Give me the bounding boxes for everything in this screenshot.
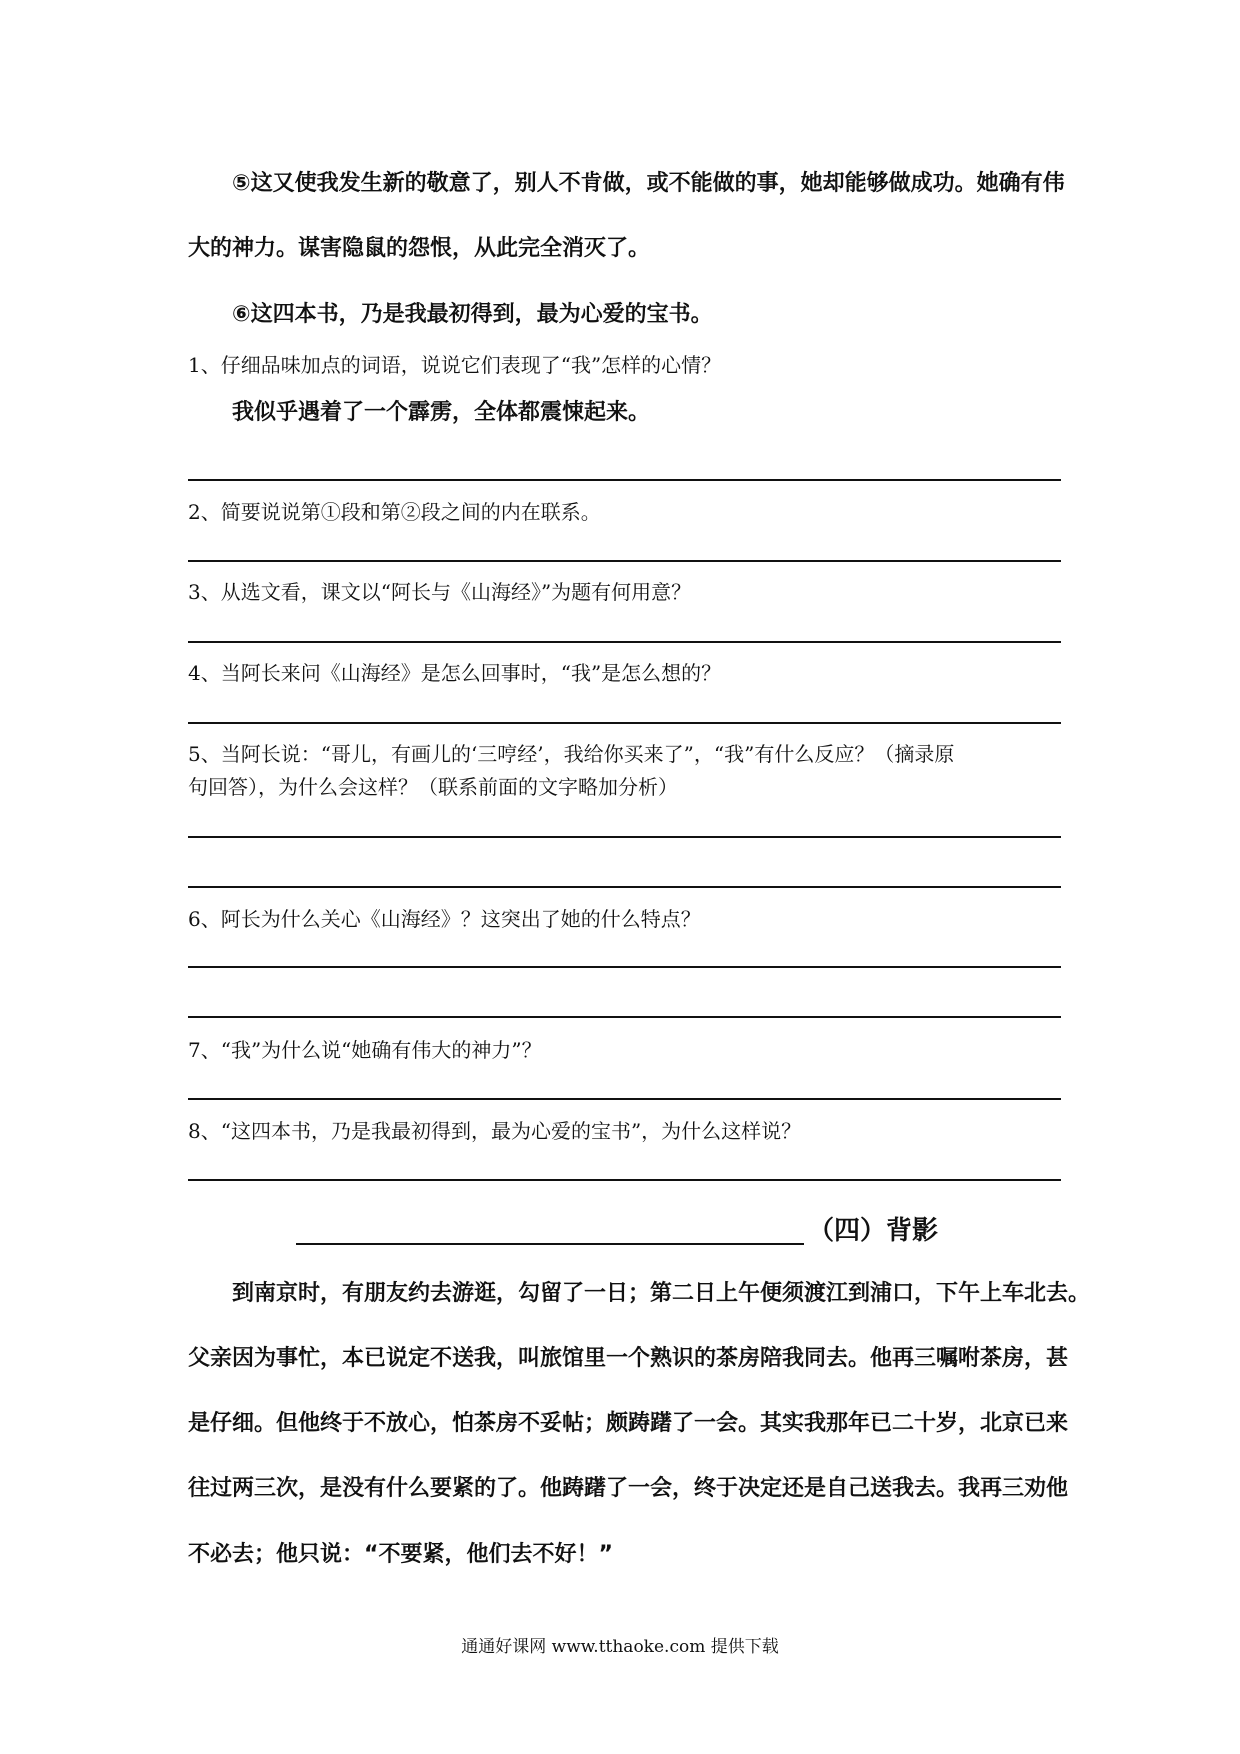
paragraph-5-line-2: 大的神力。谋害隐鼠的怨恨，从此完全消灭了。 [188,236,651,261]
section-title: （四）背影 [808,1216,939,1246]
answer-line [188,479,1061,481]
question-7: 7、“我”为什么说“她确有伟大的神力”？ [188,1038,542,1062]
answer-line [188,966,1061,968]
question-2: 2、简要说说第①段和第②段之间的内在联系。 [188,500,601,524]
answer-line [188,886,1061,888]
answer-line [188,560,1061,562]
question-1-quote: 我似乎遇着了一个霹雳，全体都震悚起来。 [232,400,651,425]
page-footer: 通通好课网 www.tthaoke.com 提供下载 [461,1637,779,1657]
passage-line-2: 父亲因为事忙，本已说定不送我，叫旅馆里一个熟识的茶房陪我同去。他再三嘱咐茶房，甚 [188,1346,1069,1371]
answer-line [188,641,1061,643]
answer-line [188,1098,1061,1100]
question-6: 6、阿长为什么关心《山海经》？这突出了她的什么特点？ [188,907,701,931]
answer-line [188,1179,1061,1181]
question-1: 1、仔细品味加点的词语，说说它们表现了“我”怎样的心情？ [188,353,722,377]
answer-line [188,836,1061,838]
paragraph-6: ⑥这四本书，乃是我最初得到，最为心爱的宝书。 [232,302,713,327]
question-5-line-2: 句回答），为什么会这样？（联系前面的文字略加分析） [188,775,678,799]
answer-line [188,1016,1061,1018]
passage-line-3: 是仔细。但他终于不放心，怕茶房不妥帖；颇踌躇了一会。其实我那年已二十岁，北京已来 [188,1411,1069,1436]
passage-line-4: 往过两三次，是没有什么要紧的了。他踌躇了一会，终于决定还是自己送我去。我再三劝他 [188,1476,1069,1501]
question-3: 3、从选文看，课文以“阿长与《山海经》”为题有何用意？ [188,580,692,604]
section-title-blank-line [296,1243,804,1245]
answer-line [188,722,1061,724]
question-4: 4、当阿长来问《山海经》是怎么回事时，“我”是怎么想的？ [188,661,722,685]
passage-line-5: 不必去；他只说：“不要紧，他们去不好！” [188,1542,613,1567]
paragraph-5-line-1: ⑤这又使我发生新的敬意了，别人不肯做，或不能做的事，她却能够做成功。她确有伟 [232,171,1065,196]
passage-line-1: 到南京时，有朋友约去游逛，勾留了一日；第二日上午便须渡江到浦口，下午上车北去。 [232,1281,1091,1306]
question-8: 8、“这四本书，乃是我最初得到，最为心爱的宝书”，为什么这样说？ [188,1119,802,1143]
question-5-line-1: 5、当阿长说：“哥儿，有画儿的‘三哼经’，我给你买来了”，“我”有什么反应？（摘录原 [188,742,955,766]
